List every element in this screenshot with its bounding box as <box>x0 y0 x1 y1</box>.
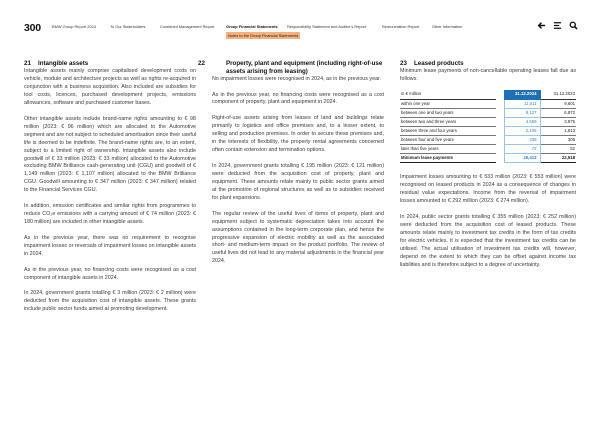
section-intangible-assets <box>24 60 196 322</box>
table-row: between two and three years 4,659 3,875 <box>400 117 576 126</box>
paragraph: Other intangible assets include brand-name rights amounting to € 98 million (2023: € 96 million) which are allocated to the Automotive segment and are not subject to scheduled amortisation since their useful life is deemed to be indefinite. The brand-name rights are, to an extent, subject to a limited right of ownership. Intangible assets also include goodwill of € 33 million (2023: € 33 million) allocated to the Automotive excluding BMW Brilliance cash-generating unit (CGU) and goodwill of € 1,149 million (2023: € 1,107 million) allocated to the BMW Brilliance CGU. Goodwill amounting to € 347 million (2023: € 347 million) related to the Financial Services CGU. <box>24 115 196 194</box>
paragraph: Impairment losses amounting to € 533 million (2023: € 553 million) were recognised on leased products in 2024 as a consequence of changes in residual value expectations. Income from the reversal of impairment losses amounted to € 292 million (2023: € 274 million). <box>400 174 576 205</box>
nav-group-financial-statements[interactable]: Group Financial Statements <box>226 24 278 29</box>
section-heading: 21 Intangible assets <box>24 60 89 67</box>
paragraph: As in the previous year, no financing costs were recognised as a cost component of intangible assets in 2024. <box>24 266 196 281</box>
paragraph: Minimum lease payments of non-cancellable operating leases fall due as follows: <box>400 68 576 83</box>
section-property-plant-equipment <box>198 60 384 274</box>
section-heading: 22 Property, plant and equipment (including right-of-use assets arising from leasing) <box>198 60 383 75</box>
paragraph: Intangible assets mainly comprise capitalised development costs on vehicle, module and architecture projects as well as rights re-acquired in conjunction with a business acquisition. Also included are subsidies for tool costs, licences, purchased development projects, emissions allowances, software and purchased customer bases. <box>24 68 196 106</box>
table-header-row <box>400 90 576 99</box>
table-total-row: Minimum lease payments 26,413 22,518 <box>400 154 576 163</box>
paragraph: As in the previous year, no financing costs were recognised as a cost component of property, plant and equipment in 2024. <box>212 91 384 106</box>
nav-combined-management-report[interactable]: Combined Management Report <box>160 24 215 29</box>
nav-responsibility-statement[interactable]: Responsibility Statement and Auditor's Report <box>287 24 367 29</box>
table-row: between four and five years 439 305 <box>400 135 576 144</box>
paragraph: As in the previous year, there was no requirement to recognise impairment losses or reversals of impairment losses on intangible assets in 2024. <box>24 234 196 257</box>
column-header-2023: 31.12.2023 <box>540 90 576 99</box>
header-toolbar <box>537 21 578 30</box>
column-header-2024: 31.12.2024 <box>504 90 540 99</box>
table-row: between one and two years 8,127 6,872 <box>400 108 576 117</box>
page-number: 300 <box>24 22 41 34</box>
table-row: within one year 11,011 9,601 <box>400 99 576 108</box>
paragraph: In addition, emission certificates and similar rights from programmes to reduce CO₂e emissions with a carrying amount of € 74 million (2023: € 180 million) are included in other intangible assets. <box>24 203 196 226</box>
paragraph: The regular review of the useful lives of items of property, plant and equipment subject to systematic depreciation takes into account the assumptions contained in the long-term corporate plan, and hence the progressive expansion of electric mobility as well as the associated short- and medium-term impact on the product portfolio. The review of useful lives did not lead to any material adjustments in the financial year 2024. <box>212 210 384 265</box>
paragraph: No impairment losses were recognised in 2024, as in the previous year. <box>212 75 382 82</box>
paragraph: In 2024, public sector grants totalling € 355 million (2023: € 252 million) were deducted from the acquisition cost of leased products. These amounts relate mainly to investment tax credits in the form of tax credits for electric vehicles. It is expected that the investment tax credits can be utilised. The actual utilisation of investment tax credits will, however, depend on the extent to which they can be offset against income tax liabilities and is therefore subject to a degree of uncertainty. <box>400 213 576 268</box>
nav-to-our-stakeholders[interactable]: To Our Stakeholders <box>110 24 146 29</box>
table-row: between three and four years 2,105 1,813 <box>400 126 576 135</box>
section-leased-products <box>400 60 576 278</box>
paragraph: In 2024, government grants totalling € 3 million (2023: € 2 million) were deducted from the acquisition cost of intangible assets. These grants include public sector funds aimed at promoting development. <box>24 290 196 313</box>
section-heading: 23 Leased products <box>400 60 464 67</box>
paragraph: Right-of-use assets arising from leases of land and buildings relate primarily to logistics and office premises and, to a lesser extent, to selling and production premises. In order to secure these premises and, in the interests of flexibility, the property rental agreements concerned often contain extension and termination options. <box>212 115 384 154</box>
sub-nav-notes[interactable]: Notes to the Group Financial Statements <box>228 33 299 38</box>
paragraph: In 2024, government grants totalling € 195 million (2023: € 121 million) were deducted from the acquisition cost of property, plant and equipment. These amounts relate mainly to public sector grants aimed at the promotion of regional structures as well as to subsidies received for plant expansions. <box>212 162 384 201</box>
page-header <box>0 0 600 44</box>
table-row: later than five years 72 52 <box>400 145 576 154</box>
arrow-left-icon[interactable] <box>537 21 546 30</box>
menu-icon[interactable] <box>553 21 562 30</box>
table-unit-label: in € million <box>400 90 496 99</box>
search-icon[interactable] <box>569 21 578 30</box>
nav-remuneration-report[interactable]: Remuneration Report <box>382 24 420 29</box>
nav-bmw-group-report[interactable]: BMW Group Report 2024 <box>52 24 96 29</box>
nav-other-information[interactable]: Other Information <box>432 24 463 29</box>
lease-payments-table <box>400 90 576 163</box>
